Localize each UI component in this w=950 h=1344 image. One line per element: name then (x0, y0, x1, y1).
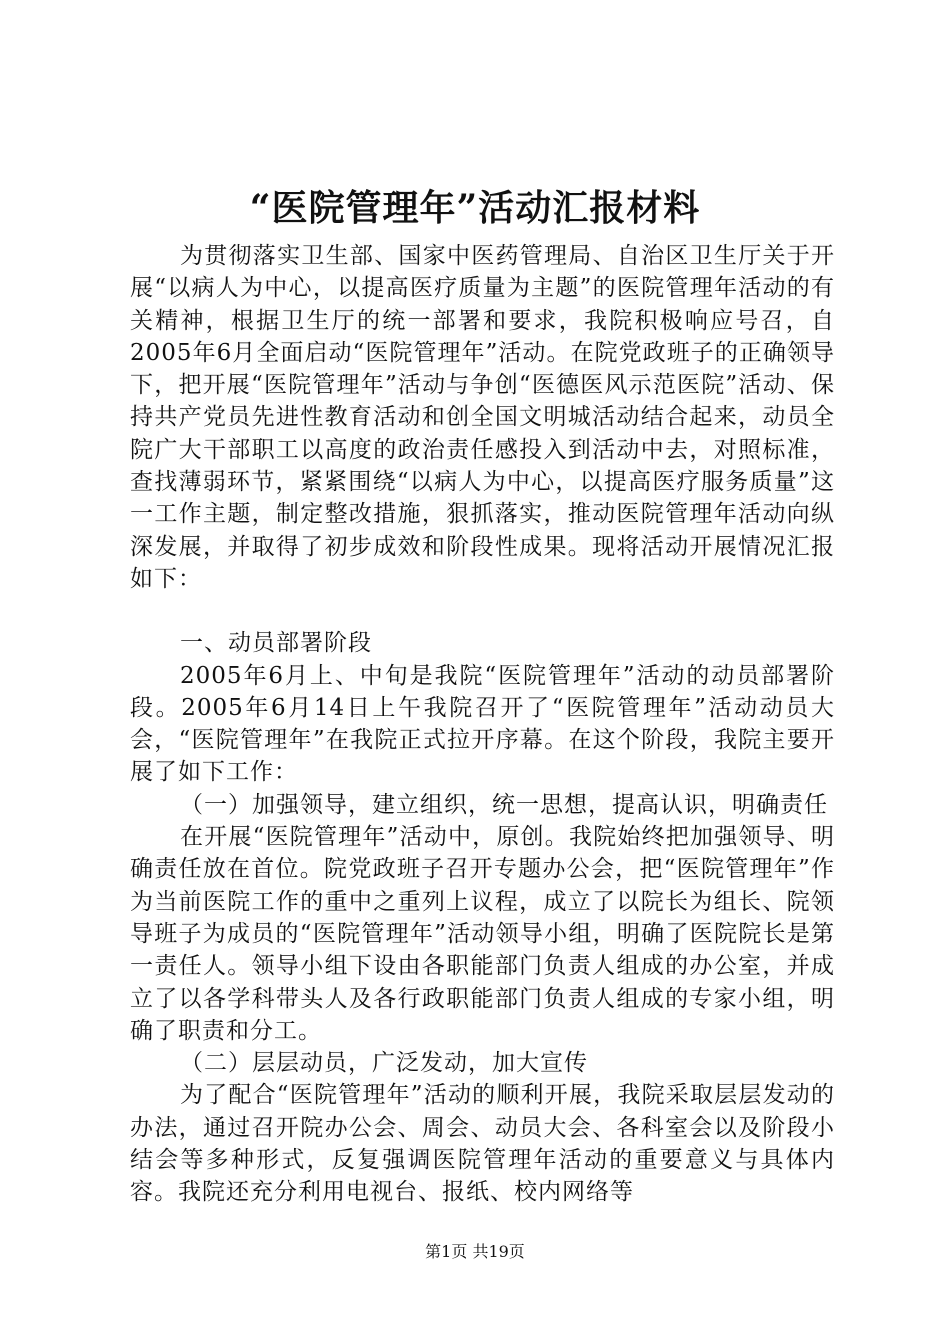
paragraph-gap (130, 595, 835, 627)
section-paragraph-mobilization: 2005年6月上、中旬是我院“医院管理年”活动的动员部署阶段。2005年6月14日上午我院召开了“医院管理年”活动动员大会，“医院管理年”在我院正式拉开序幕。在这个阶段，我院主要开展了如下工作： (130, 662, 835, 786)
section-heading-mobilization: 一、动员部署阶段 (180, 630, 372, 657)
intro-paragraph: 为贯彻落实卫生部、国家中医药管理局、自治区卫生厅关于开展“以病人为中心，以提高医疗质量为主题”的医院管理年活动的有关精神，根据卫生厅的统一部署和要求，我院积极响应号召，自2005年6月全面启动“医院管理年”活动。在院党政班子的正确领导下，把开展“医院管理年”活动与争创“医德医风示范医院”活动、保持共产党员先进性教育活动和创全国文明城活动结合起来，动员全院广大干部职工以高度的政治责任感投入到活动中去，对照标准，查找薄弱环节，紧紧围绕“以病人为中心，以提高医疗服务质量”这一工作主题，制定整改措施，狠抓落实，推动医院管理年活动向纵深发展，并取得了初步成效和阶段性成果。现将活动开展情况汇报如下： (130, 243, 835, 592)
subsection-paragraph-publicity: 为了配合“医院管理年”活动的顺利开展，我院采取层层发动的办法，通过召开院办公会、周会、动员大会、各科室会以及阶段小结会等多种形式，反复强调医院管理年活动的重要意义与具体内容。我院还充分利用电视台、报纸、校内网络等 (130, 1082, 835, 1206)
subsection-heading-leadership: （一）加强领导，建立组织，统一思想，提高认识，明确责任 (180, 791, 828, 818)
document-title: “医院管理年”活动汇报材料 (249, 187, 701, 229)
subsection-heading-publicity: （二）层层动员，广泛发动，加大宣传 (180, 1050, 588, 1077)
document-body (130, 240, 835, 1209)
page-footer: 第1页 共19页 (425, 1242, 525, 1261)
subsection-paragraph-leadership: 在开展“医院管理年”活动中，原创。我院始终把加强领导、明确责任放在首位。院党政班子召开专题办公会，把“医院管理年”作为当前医院工作的重中之重列上议程，成立了以院长为组长、院领导班子为成员的“医院管理年”活动领导小组，明确了医院院长是第一责任人。领导小组下设由各职能部门负责人组成的办公室，并成立了以各学科带头人及各行政职能部门负责人组成的专家小组，明确了职责和分工。 (130, 824, 835, 1044)
